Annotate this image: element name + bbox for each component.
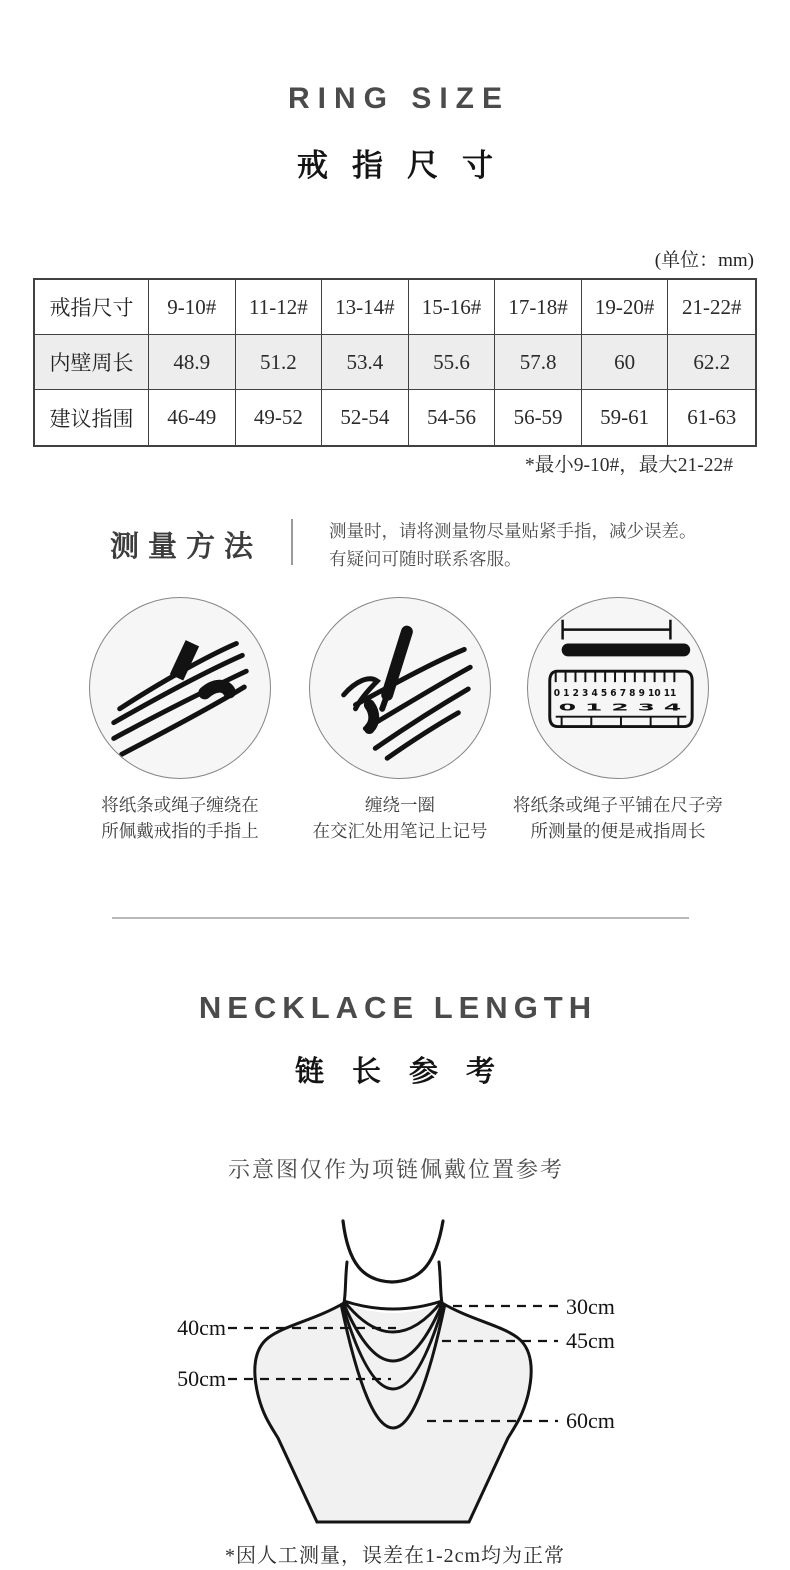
vertical-divider bbox=[291, 519, 293, 565]
table-cell: 55.6 bbox=[409, 335, 496, 390]
measure-method-title: 测量方法 bbox=[110, 531, 263, 563]
table-cell: 46-49 bbox=[149, 390, 236, 445]
section-divider bbox=[112, 917, 689, 919]
necklace-label-40cm: 40cm bbox=[177, 1315, 226, 1340]
necklace-label-50cm: 50cm bbox=[177, 1366, 226, 1391]
necklace-subtitle: 示意图仅作为项链佩戴位置参考 bbox=[227, 1157, 564, 1182]
hand-pen-mark-icon bbox=[310, 598, 490, 778]
table-cell: 57.8 bbox=[495, 335, 582, 390]
step3-caption-line1: 将纸条或绳子平铺在尺子旁 bbox=[513, 795, 723, 815]
table-cell: 15-16# bbox=[409, 280, 496, 335]
step3-caption bbox=[486, 792, 750, 844]
table-cell: 49-52 bbox=[236, 390, 323, 445]
necklace-length-title-en: NECKLACE LENGTH bbox=[198, 990, 598, 1025]
row-header-size: 戒指尺寸 bbox=[35, 280, 149, 335]
step3-caption-line2: 所测量的便是戒指周长 bbox=[530, 821, 706, 841]
necklace-label-60cm: 60cm bbox=[566, 1408, 615, 1433]
step1-caption-line2: 所佩戴戒指的手指上 bbox=[101, 821, 259, 841]
table-cell: 60 bbox=[582, 335, 669, 390]
table-row-circumference bbox=[35, 335, 755, 390]
table-cell: 54-56 bbox=[409, 390, 496, 445]
ruler-measure-icon bbox=[528, 598, 708, 778]
ring-size-title-en: RING SIZE bbox=[287, 82, 510, 115]
ruler-inch-scale: 0 1 2 3 4 bbox=[558, 702, 682, 714]
ring-size-footnote: *最小9-10#，最大21-22# bbox=[525, 455, 733, 476]
measure-tip-line1: 测量时，请将测量物尽量贴紧手指，减少误差。 bbox=[329, 521, 697, 541]
bust-diagram bbox=[0, 1205, 790, 1535]
ruler-cm-scale: 0 1 2 3 4 5 6 7 8 9 10 11 bbox=[553, 687, 677, 699]
table-cell: 17-18# bbox=[495, 280, 582, 335]
step2-caption-line2: 在交汇处用笔记上记号 bbox=[312, 821, 488, 841]
necklace-label-30cm: 30cm bbox=[566, 1294, 615, 1319]
table-cell: 61-63 bbox=[687, 405, 737, 429]
measure-tip bbox=[329, 517, 697, 573]
necklace-footnote: *因人工测量，误差在1-2cm均为正常 bbox=[224, 1545, 566, 1567]
measure-tip-line2: 有疑问可随时联系客服。 bbox=[329, 549, 522, 569]
row-header-circumference: 内壁周长 bbox=[35, 335, 149, 390]
table-cell: 48.9 bbox=[149, 335, 236, 390]
step3-circle bbox=[527, 597, 709, 779]
unit-note: (单位：mm) bbox=[654, 250, 754, 271]
ring-size-table bbox=[33, 278, 757, 447]
table-cell: 9-10# bbox=[149, 280, 236, 335]
step1-caption-line1: 将纸条或绳子缠绕在 bbox=[101, 795, 259, 815]
hand-wrapped-strip-icon bbox=[90, 598, 270, 778]
table-cell: 53.4 bbox=[322, 335, 409, 390]
table-cell: 51.2 bbox=[236, 335, 323, 390]
table-cell: 56-59 bbox=[495, 390, 582, 445]
table-row-size bbox=[35, 280, 755, 335]
step2-caption-line1: 缠绕一圈 bbox=[365, 795, 435, 815]
necklace-length-title-zh: 链长参考 bbox=[294, 1056, 523, 1088]
table-cell: 59-61 bbox=[582, 390, 669, 445]
table-cell: 11-12# bbox=[236, 280, 323, 335]
row-header-suggested: 建议指围 bbox=[35, 390, 149, 445]
table-cell: 21-22# bbox=[668, 280, 755, 335]
step2-circle bbox=[309, 597, 491, 779]
table-row-suggested bbox=[35, 390, 755, 445]
table-cell: 62.2 bbox=[668, 335, 755, 390]
necklace-label-45cm: 45cm bbox=[566, 1328, 615, 1353]
table-cell: 52-54 bbox=[322, 390, 409, 445]
table-cell: 19-20# bbox=[582, 280, 669, 335]
table-cell: 13-14# bbox=[322, 280, 409, 335]
ring-size-title-zh: 戒指尺寸 bbox=[297, 148, 517, 183]
step1-circle bbox=[89, 597, 271, 779]
